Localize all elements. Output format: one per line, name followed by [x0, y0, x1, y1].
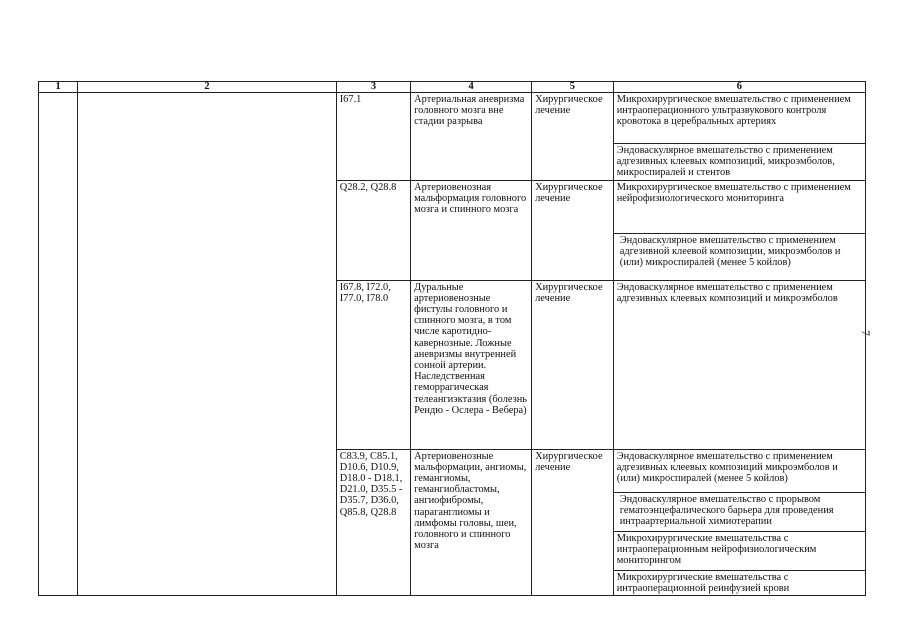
- cell-col2: [78, 93, 336, 596]
- cell-method: Эндоваскулярное вмешательство с применением адгезивных клеевых композиций микроэмболов и (или) микроспиралей (менее 5 койлов): [613, 449, 865, 492]
- medical-care-table: [38, 81, 866, 596]
- cell-method: Эндоваскулярное вмешательство с применением адгезивных клеевых композиций, микроэмболов, микроспиралей и стентов: [613, 144, 865, 181]
- column-header: 4: [411, 82, 532, 93]
- column-header: 6: [613, 82, 865, 93]
- column-header: 3: [336, 82, 410, 93]
- cell-treatment: Хирургическое лечение: [532, 180, 614, 280]
- cell-method: Эндоваскулярное вмешательство с прорывом гематоэнцефалического барьера для проведения интраартериальной химиотерапии: [613, 492, 865, 531]
- cell-method: Микрохирургическое вмешательство с применением интраоперационного ультразвукового контроля кровотока в церебральных артериях: [613, 93, 865, 144]
- table-row: [39, 93, 866, 144]
- cell-codes: Q28.2, Q28.8: [336, 180, 410, 280]
- cell-codes: I67.8, I72.0, I77.0, I78.0: [336, 280, 410, 449]
- cell-method: Эндоваскулярное вмешательство с применением адгезивных клеевых композиций и микроэмболов: [613, 280, 865, 449]
- cell-method: Эндоваскулярное вмешательство с применением адгезивной клеевой композиции, микроэмболов и (или) микроспиралей (менее 5 койлов): [613, 233, 865, 280]
- page-number: 7: [859, 330, 873, 336]
- column-header: 2: [78, 82, 336, 93]
- cell-diagnosis: Артериальная аневризма головного мозга вне стадии разрыва: [411, 93, 532, 181]
- cell-diagnosis: Артериовенозная мальформация головного мозга и спинного мозга: [411, 180, 532, 280]
- cell-method: Микрохирургическое вмешательство с применением нейрофизиологического мониторинга: [613, 180, 865, 233]
- cell-diagnosis: Дуральные артериовенозные фистулы головного и спинного мозга, в том числе каротидно-кавернозные. Ложные аневризмы внутренней сонной артерии. Наследственная геморрагическая телеангиэктазия (болезнь Рендю - Ослера - Вебера): [411, 280, 532, 449]
- cell-method: Микрохирургические вмешательства с интраоперационной реинфузией крови: [613, 570, 865, 595]
- cell-treatment: Хирургическое лечение: [532, 93, 614, 181]
- cell-method: Микрохирургические вмешательства с интраоперационным нейрофизиологическим мониторингом: [613, 531, 865, 570]
- table-header-row: [39, 82, 866, 93]
- column-header: 5: [532, 82, 614, 93]
- cell-codes: C83.9, C85.1, D10.6, D10.9, D18.0 - D18.1, D21.0, D35.5 - D35.7, D36.0, Q85.8, Q28.8: [336, 449, 410, 595]
- cell-codes: I67.1: [336, 93, 410, 181]
- column-header: 1: [39, 82, 78, 93]
- cell-col1: [39, 93, 78, 596]
- cell-diagnosis: Артериовенозные мальформации, ангиомы, гемангиомы, гемангиобластомы, ангиофибромы, параганглиомы и лимфомы головы, шеи, головного и спинного мозга: [411, 449, 532, 595]
- cell-treatment: Хирургическое лечение: [532, 280, 614, 449]
- cell-treatment: Хирургическое лечение: [532, 449, 614, 595]
